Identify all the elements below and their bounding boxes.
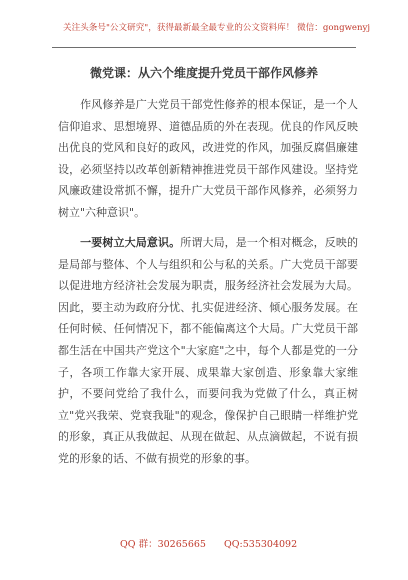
paragraph-text: 作风修养是广大党员干部党性修养的根本保证，是一个人信仰追求、思想境界、道德品质的外在表现。优良的作风反映出优良的党风和良好的政风，改进党的作风，加强反腐倡廉建设，必须坚持以改革创新精神推进党员干部作风建设。坚持党风廉政建设常抓不懈，提升广大党员干部作风修养，必须努力树立"六种意识"。: [58, 98, 358, 219]
paragraph-lead-heading: 一要树立大局意识。: [80, 236, 181, 249]
footer-qq: QQ:535304092: [223, 539, 298, 550]
paragraph-overall-awareness: [58, 232, 358, 470]
header-divider: [52, 47, 356, 48]
paragraph-text: 所谓大局，是一个相对概念，反映的是局部与整体、个人与组织和公与私的关系。广大党员干部要以促进地方经济社会发展为职责，服务经济社会发展为大局。因此，要主动为政府分忧、扎实促进经济、倾心服务发展。在任何时候、任何情况下，都不能偏离这个大局。广大党员干部都生活在中国共产党这个"大家庭"之中，每个人都是党的一分子，各项工作靠大家开展、成果靠大家创造、形象靠大家维护，不要问党给了我什么，而要问我为党做了什么，真正树立"党兴我荣、党衰我耻"的观念，像保护自己眼睛一样维护党的形象，真正从我做起、从现在做起、从点滴做起，不说有损党的形象的话、不做有损党的形象的事。: [58, 236, 359, 465]
header-banner: 关注头条号"公文研究"，获得最新最全最专业的公文资料库！ 微信：gongwenyj: [63, 23, 371, 33]
footer-contact: [120, 538, 320, 552]
document-title: 微党课：从六个维度提升党员干部作风修养: [89, 66, 318, 80]
footer-qq-group: QQ 群：30265665: [120, 539, 206, 550]
paragraph-intro: [58, 94, 358, 224]
